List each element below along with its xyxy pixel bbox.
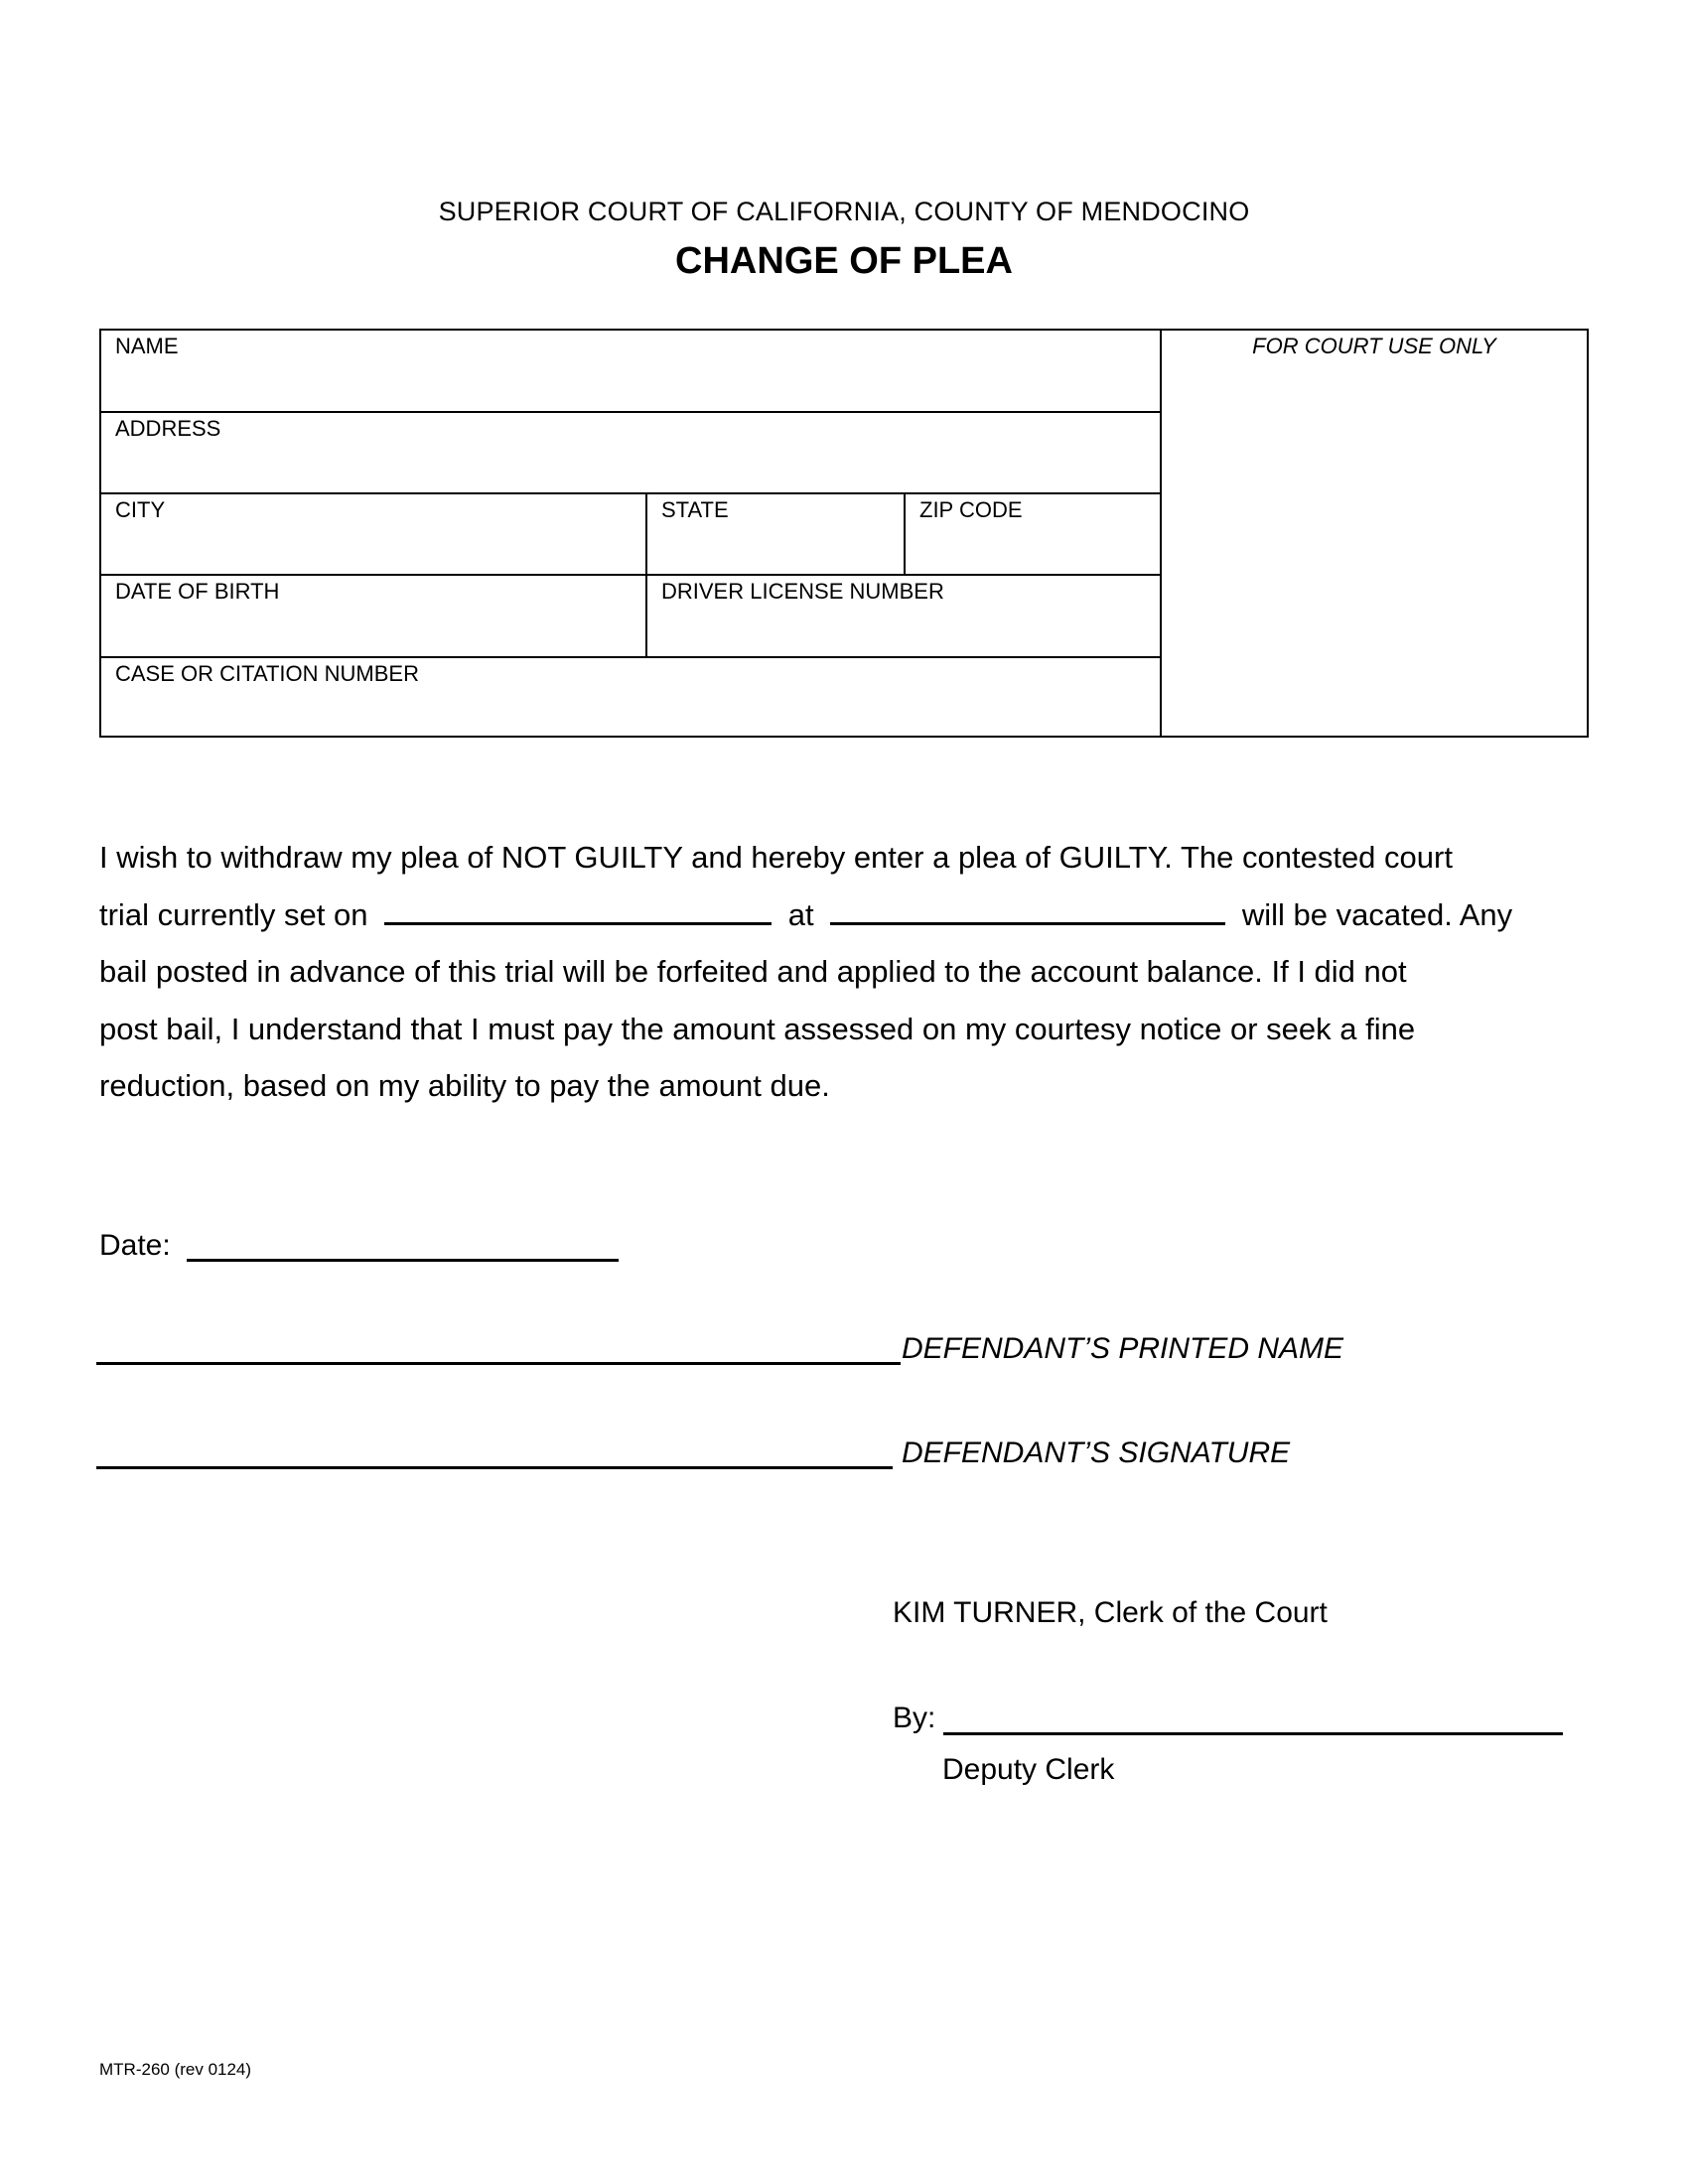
form-id: MTR-260 (rev 0124) (99, 2060, 252, 2079)
statement-line-5: reduction, based on my ability to pay the amount due. (99, 1068, 830, 1103)
zip-field[interactable] (906, 494, 1162, 576)
address-field[interactable] (101, 413, 1162, 494)
date-line[interactable] (187, 1259, 619, 1262)
printed-name-label: DEFENDANT’S PRINTED NAME (902, 1332, 1344, 1365)
name-field[interactable] (101, 331, 1162, 413)
by-label: By: (893, 1702, 936, 1734)
driver-license-label: DRIVER LICENSE NUMBER (661, 579, 944, 604)
plea-statement (99, 829, 1599, 1115)
statement-line-2 (99, 887, 1599, 944)
court-use-area (1162, 331, 1587, 736)
dob-field[interactable] (101, 576, 647, 658)
city-label: CITY (115, 497, 166, 522)
trial-location-blank[interactable] (830, 900, 1225, 925)
statement-line-2a: trial currently set on (99, 896, 368, 932)
page-title: CHANGE OF PLEA (675, 240, 1013, 282)
state-label: STATE (661, 497, 729, 522)
deputy-clerk-label: Deputy Clerk (942, 1753, 1115, 1786)
court-use-label: FOR COURT USE ONLY (1252, 334, 1496, 358)
zip-label: ZIP CODE (919, 497, 1023, 522)
date-label: Date: (99, 1229, 171, 1262)
trial-date-blank[interactable] (384, 900, 772, 925)
statement-line-2b: at (787, 896, 814, 932)
printed-name-line[interactable] (96, 1362, 901, 1365)
state-field[interactable] (647, 494, 906, 576)
name-label: NAME (115, 334, 179, 358)
signature-line[interactable] (96, 1466, 893, 1469)
statement-line-4: post bail, I understand that I must pay the amount assessed on my courtesy notice or seek a fine (99, 1011, 1416, 1046)
court-name: SUPERIOR COURT OF CALIFORNIA, COUNTY OF MENDOCINO (438, 197, 1250, 226)
deputy-signature-line[interactable] (943, 1732, 1563, 1735)
statement-line-1: I wish to withdraw my plea of NOT GUILTY and hereby enter a plea of GUILTY. The contested court (99, 840, 1453, 875)
city-field[interactable] (101, 494, 647, 576)
address-label: ADDRESS (115, 416, 221, 441)
statement-line-2c: will be vacated. Any (1241, 896, 1513, 932)
signature-label: DEFENDANT’S SIGNATURE (902, 1436, 1291, 1469)
driver-license-field[interactable] (647, 576, 1162, 658)
case-info-box (99, 329, 1589, 738)
clerk-name: KIM TURNER, Clerk of the Court (893, 1596, 1328, 1629)
case-number-field[interactable] (101, 658, 1162, 736)
case-number-label: CASE OR CITATION NUMBER (115, 661, 419, 686)
statement-line-3: bail posted in advance of this trial will be forfeited and applied to the account balance. If I did not (99, 954, 1407, 989)
dob-label: DATE OF BIRTH (115, 579, 280, 604)
